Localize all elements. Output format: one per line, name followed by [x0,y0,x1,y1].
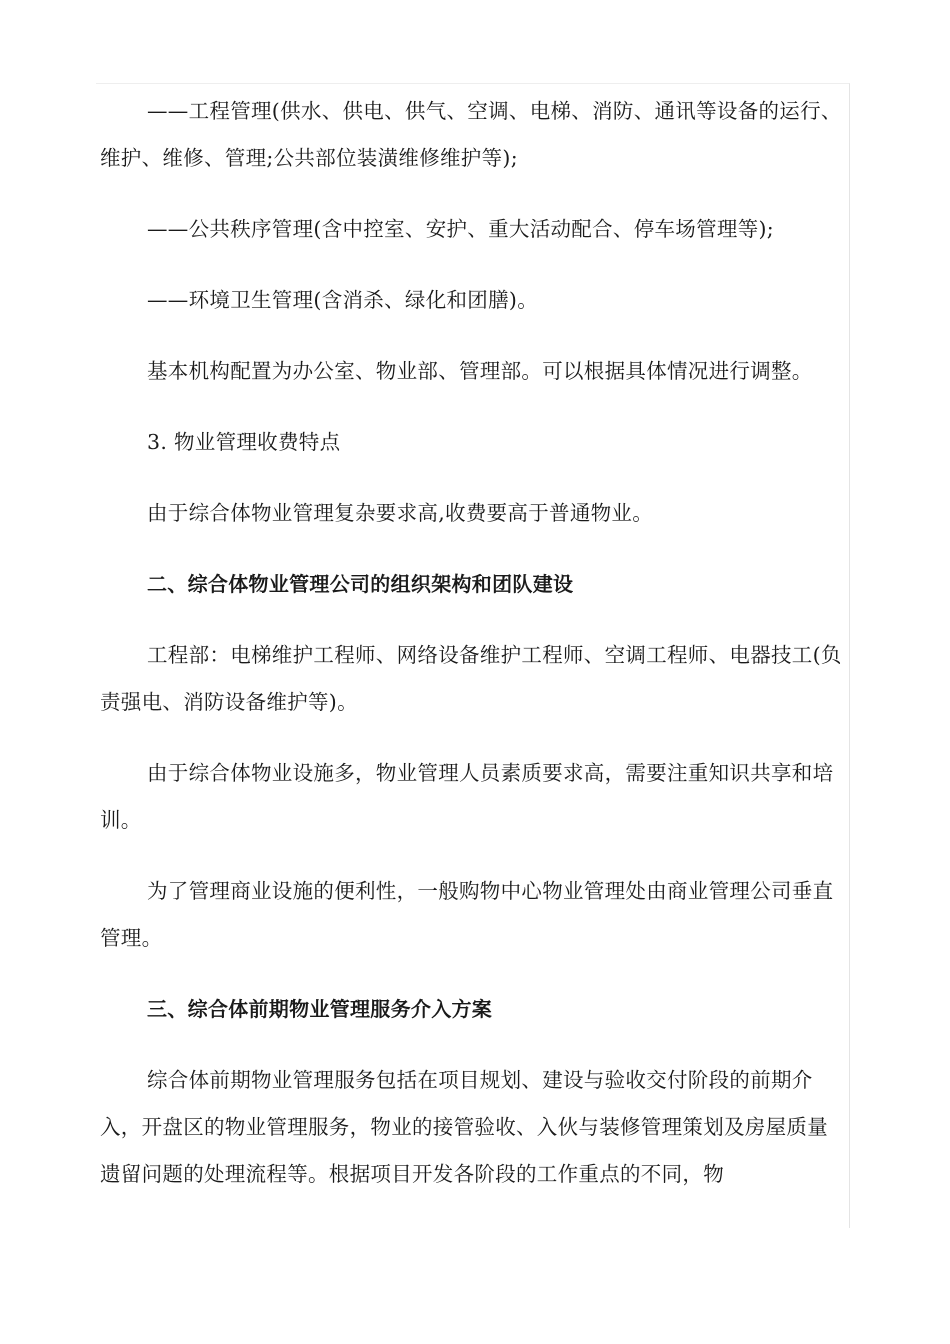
spacer [100,1033,846,1057]
section-heading-2: 二、综合体物业管理公司的组织架构和团队建设 [147,572,574,596]
spacer [100,962,846,986]
spacer [100,253,846,277]
sanitation-item: ——环境卫生管理(含消杀、绿化和团膳)。 [147,288,538,312]
spacer [100,324,846,348]
fee-subheading: 3. 物业管理收费特点 [147,430,341,454]
vertical-management-paragraph: 为了管理商业设施的便利性，一般购物中心物业管理处由商业管理公司垂直管理。 [100,879,834,950]
engineering-dept-paragraph: 工程部：电梯维护工程师、网络设备维护工程师、空调工程师、电器技工(负责强电、消防设备维护等)。 [100,643,842,714]
engineering-management-item: ——工程管理(供水、供电、供气、空调、电梯、消防、通讯等设备的运行、维护、维修、管理;公共部位装潢维修维护等); [100,99,842,170]
spacer [100,537,846,561]
early-intervention-paragraph: 综合体前期物业管理服务包括在项目规划、建设与验收交付阶段的前期介入，开盘区的物业管理服务，物业的接管验收、入伙与装修管理策划及房屋质量遗留问题的处理流程等。根据项目开发各阶段的工作重点的不同，物 [100,1068,828,1186]
public-order-item: ——公共秩序管理(含中控室、安护、重大活动配合、停车场管理等); [147,217,775,241]
spacer [100,395,846,419]
spacer [100,608,846,632]
spacer [100,182,846,206]
spacer [100,726,846,750]
org-config-paragraph: 基本机构配置为办公室、物业部、管理部。可以根据具体情况进行调整。 [147,359,813,383]
spacer [100,844,846,868]
document-body [100,88,846,1198]
fee-paragraph: 由于综合体物业管理复杂要求高,收费要高于普通物业。 [147,501,654,525]
section-heading-3: 三、综合体前期物业管理服务介入方案 [147,997,493,1021]
training-paragraph: 由于综合体物业设施多，物业管理人员素质要求高，需要注重知识共享和培训。 [100,761,834,832]
spacer [100,466,846,490]
